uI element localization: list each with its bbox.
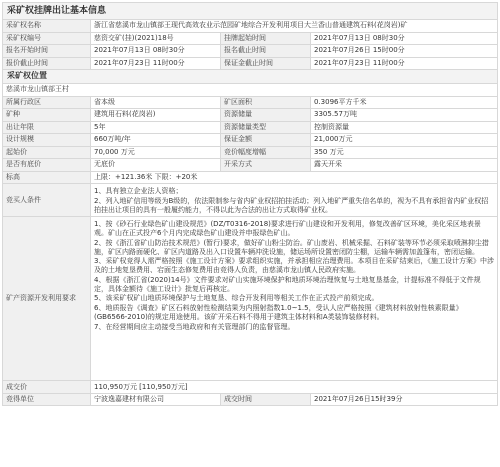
row-key: 保证金截止时间 <box>221 57 311 70</box>
row-key: 矿产资源开发利用要求 <box>3 217 91 381</box>
row-value: 3305.57万吨 <box>311 109 498 122</box>
row-key: 设计规模 <box>3 134 91 147</box>
row-value: 5年 <box>91 121 221 134</box>
row-key: 报名截止时间 <box>221 45 311 58</box>
row-value: 350 万元 <box>311 146 498 159</box>
row-value: 70,000 万元 <box>91 146 221 159</box>
row-key: 采矿权名称 <box>3 20 91 33</box>
table-row <box>3 32 498 45</box>
table-row <box>3 20 498 33</box>
table-row <box>3 57 498 70</box>
section-title: 采矿权位置 <box>2 70 498 83</box>
winner-name: 宁波逸嘉建材有限公司 <box>91 393 221 406</box>
row-value: 21,000万元 <box>311 134 498 147</box>
bidder-condition-item: 1、具有独立企业法人资格； <box>94 187 183 195</box>
requirement-item: 3、采矿权竞得人需严格按照《施工设计方案》要求组织实施，并承担相应治理费用。本项目在采矿结束后，《施工设计方案》中涉及的土地复垦费用、宕面生态修复费用由竞得人负责，由慈溪市龙山镇人民政府实施。 <box>94 257 494 274</box>
requirement-item: 2、按《浙江省矿山防治技术规范》(暂行)要求，做好矿山粉尘防治。矿山废岩、机械采掘、石料矿装等环节必须采取喷淋抑尘措施，矿区内路面硬化、矿区内道路及出入口设置车辆冲洗设施，储运场所设置密闭防尘棚，运输车辆需加盖篷布，密闭运输。 <box>94 238 489 256</box>
row-key: 报名开始时间 <box>3 45 91 58</box>
row-key: 保证金额 <box>221 134 311 147</box>
development-requirements <box>91 217 498 381</box>
row-value: 慈资交矿(挂)(2021)18号 <box>91 32 221 45</box>
mining-right-name: 浙江省慈溪市龙山镇部王现代高效农业示范园矿地综合开发利用项目大兰香山普通建筑石料(花岗岩)矿 <box>91 20 498 33</box>
row-key: 所属行政区 <box>3 96 91 109</box>
row-key: 成交时间 <box>221 393 311 406</box>
row-value: 2021年07月23日 11时00分 <box>91 57 221 70</box>
info-table-2 <box>2 83 498 406</box>
requirement-item: 4、根据《浙江省(2020)14号》文件要求对矿山实施环境保护和地质环境治理恢复与土地复垦基金，计提标准不得低于文件规定，具体金额待《施工设计》批复后再核定。 <box>94 275 481 293</box>
elevation-value: 上限：+121.36米 下限：+20米 <box>91 171 498 184</box>
info-panel <box>2 2 498 406</box>
row-value: 建筑用石料(花岗岩) <box>91 109 221 122</box>
table-row <box>3 217 498 381</box>
row-key: 标高 <box>3 171 91 184</box>
row-key: 竞价幅度增幅 <box>221 146 311 159</box>
info-table-1 <box>2 19 498 70</box>
table-row <box>3 109 498 122</box>
table-row <box>3 121 498 134</box>
table-row <box>3 393 498 406</box>
table-row <box>3 134 498 147</box>
requirement-item: 6、地质报告《调查》矿区石料放射性检测结果为内照射指数1.0~1.5，受认人应严格按照《建筑材料放射性核素限量》(GB6566-2010)的规定用途使用。该矿开采石料不得用于建筑主体材料和A类装饰装修材料。 <box>94 304 463 321</box>
row-value: 2021年07月13日 08时30分 <box>311 32 498 45</box>
row-key: 起始价 <box>3 146 91 159</box>
row-key: 挂牌起始时间 <box>221 32 311 45</box>
row-value: 露天开采 <box>311 159 498 172</box>
row-key: 报价截止时间 <box>3 57 91 70</box>
panel-title: 采矿权挂牌出让基本信息 <box>2 2 498 19</box>
table-row <box>3 45 498 58</box>
table-row <box>3 96 498 109</box>
table-row <box>3 146 498 159</box>
row-value: 0.3096平方千米 <box>311 96 498 109</box>
table-row <box>3 381 498 394</box>
row-value: 无底价 <box>91 159 221 172</box>
table-row <box>3 184 498 217</box>
table-row <box>3 84 498 97</box>
table-row <box>3 159 498 172</box>
row-key: 开采方式 <box>221 159 311 172</box>
row-key: 是否有底价 <box>3 159 91 172</box>
requirement-item: 7、在经营期间应主动接受当地政府和有关管理部门的监督管理。 <box>94 322 295 331</box>
location-value: 慈溪市龙山镇部王村 <box>3 84 498 97</box>
bidder-conditions <box>91 184 498 217</box>
row-value: 2021年07月23日 11时00分 <box>311 57 498 70</box>
row-key: 成交价 <box>3 381 91 394</box>
deal-time: 2021年07月26日15时39分 <box>311 393 498 406</box>
row-key: 矿种 <box>3 109 91 122</box>
row-key: 资源储量 <box>221 109 311 122</box>
bidder-condition-item: 2、列入地矿信用等级为B级的，依法限制参与省内矿业权招拍挂活动；列入地矿严重失信名单的，视为不具有承担省内矿业权招拍挂出让项目的具有一般履约能力，不得以此为合法的出让方式取得矿业权。 <box>94 196 489 214</box>
row-value: 控制资源量 <box>311 121 498 134</box>
row-value: 660万吨/年 <box>91 134 221 147</box>
row-value: 省本级 <box>91 96 221 109</box>
row-key: 竞得单位 <box>3 393 91 406</box>
row-key: 竞买人条件 <box>3 184 91 217</box>
requirement-item: 5、该采矿权矿山地质环境保护与土地复垦、综合开发利用等相关工作在正式投产前须完成。 <box>94 294 379 303</box>
row-key: 采矿权编号 <box>3 32 91 45</box>
requirement-item: 1、按《砂石行业绿色矿山建设规范》(DZ/T0316-2018)要求进行矿山建设和开发利用，修复改善矿区环境，美化采区地表景观。矿山在正式投产6个月内完成绿色矿山建设并申报绿色矿山。 <box>94 220 481 237</box>
row-value: 2021年07月26日 15时00分 <box>311 45 498 58</box>
table-row <box>3 171 498 184</box>
row-value: 2021年07月13日 08时30分 <box>91 45 221 58</box>
deal-price: 110,950万元 [110,950万元] <box>91 381 498 394</box>
row-key: 出让年限 <box>3 121 91 134</box>
row-key: 矿区面积 <box>221 96 311 109</box>
row-key: 资源储量类型 <box>221 121 311 134</box>
